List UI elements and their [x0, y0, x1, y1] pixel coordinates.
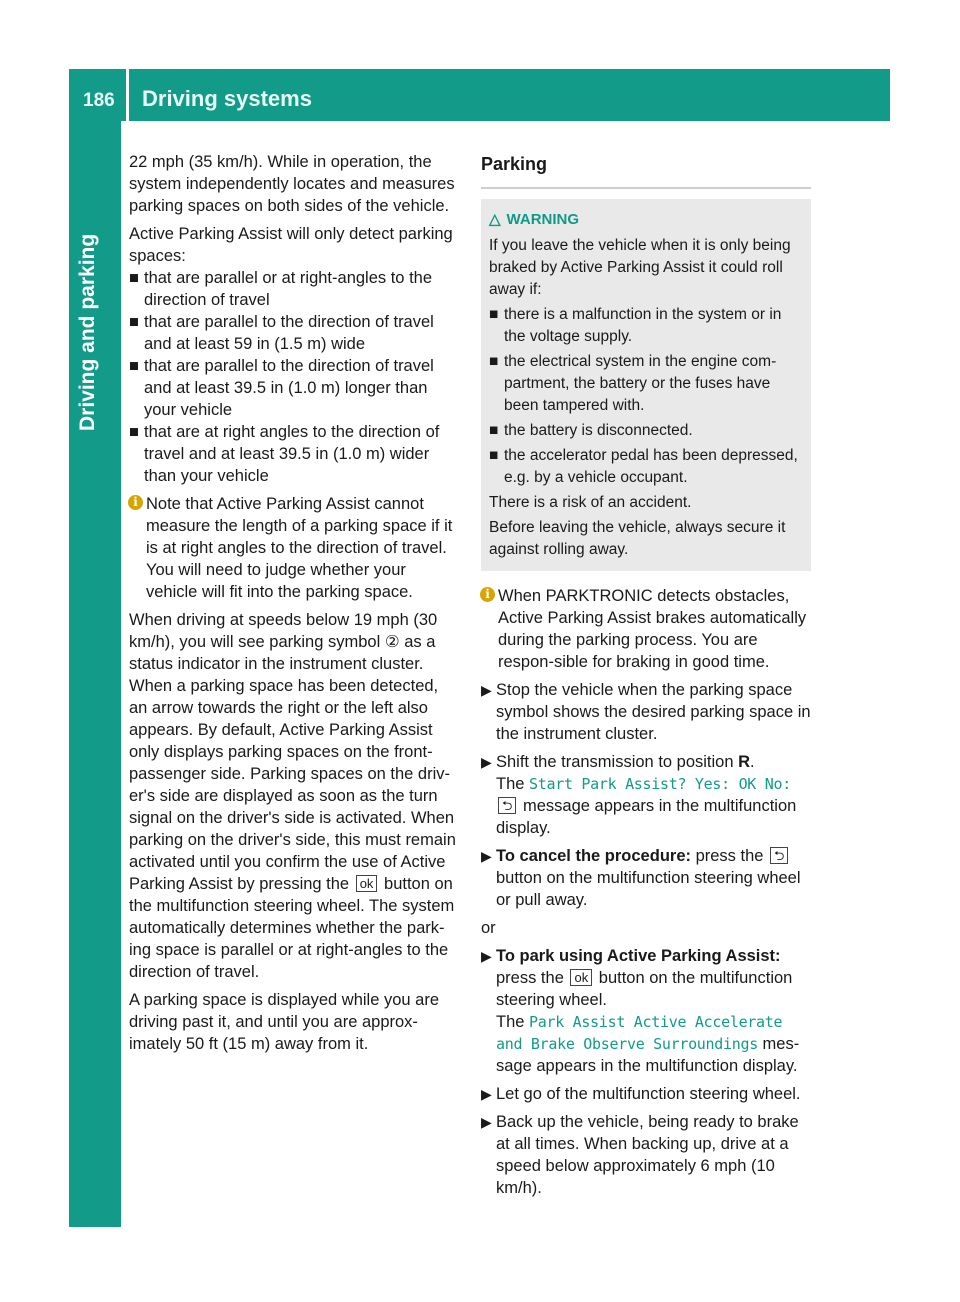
note-text: Note that Active Parking Assist cannot measure the length of a parking space if it is at right angles to the direction of travel. You will need to judge whether your vehicle will fit into the parking space. — [146, 495, 453, 601]
warning-title — [489, 209, 803, 231]
info-note — [481, 585, 811, 673]
warning-intro: If you leave the vehicle when it is only being braked by Active Parking Assist it could roll away if: — [489, 237, 791, 298]
paragraph — [129, 609, 459, 983]
step-text: Shift the transmission to position — [496, 753, 739, 771]
info-icon: i — [480, 587, 495, 602]
page-header — [69, 69, 890, 121]
warning-title-text: WARNING — [506, 211, 580, 228]
step-text: message appears in the multifunction display. — [496, 797, 797, 837]
list-item — [129, 311, 459, 355]
step-text: Back up the vehicle, being ready to brake at all times. When backing up, drive at a speed below approximately 6 mph (10 km/h). — [496, 1113, 799, 1197]
list-item — [129, 421, 459, 487]
list-item-text: the battery is disconnected. — [504, 422, 693, 439]
step-text: button on the multifunction steering wheel or pull away. — [496, 869, 801, 909]
display-message: Park Assist Active Accelerate and Brake Observe Surroundings — [496, 1013, 783, 1053]
list-item — [489, 445, 803, 489]
gear-position: R — [738, 753, 751, 771]
step-label: To cancel the procedure: — [496, 847, 691, 865]
bullet-icon: ■ — [489, 353, 499, 370]
text-run: as a status indicator in the instrument cluster. When a parking space has been detected, an arrow towards the right or the left also appears. By default, Active Parking Assist only displays parking spaces on the front-passenger side. Parking spaces on the driv-er's side are displayed as soon as the turn signal on the driver's side is activated. When parking on the driver's side, this must remain activated until you confirm the use of Active Parking Assist by pressing the — [129, 633, 456, 893]
text-run: button on the multifunction steering wheel. The system automatically determines whether the park-ing space is parallel or at right-angles to the direction of travel. — [129, 875, 455, 981]
section-title: Driving systems — [142, 86, 312, 111]
display-message: Start Park Assist? Yes: OK No: — [529, 775, 791, 793]
list-item — [489, 351, 803, 417]
list-item — [129, 355, 459, 421]
step-text: The — [496, 1013, 530, 1031]
list-item — [489, 304, 803, 348]
list-item-text: there is a malfunction in the system or in the voltage supply. — [504, 306, 782, 345]
bullet-icon: ■ — [489, 422, 499, 439]
back-button-icon: ⮌ — [498, 797, 516, 814]
section-heading: Parking — [481, 151, 811, 189]
list-item — [129, 267, 459, 311]
step-arrow-icon: ▶ — [481, 682, 492, 698]
right-column — [481, 151, 811, 1199]
left-column — [129, 151, 459, 1055]
note-text: When PARKTRONIC detects obstacles, Active Parking Assist brakes automatically during the parking process. You are respon-sible for braking in good time. — [498, 587, 807, 671]
info-note — [129, 493, 459, 603]
step-label: To park using Active Parking Assist: — [496, 947, 781, 965]
bullet-icon: ■ — [129, 313, 139, 331]
header-divider — [126, 69, 129, 121]
bullet-icon: ■ — [489, 306, 499, 323]
instruction-step — [481, 945, 811, 1077]
step-arrow-icon: ▶ — [481, 848, 492, 864]
text-run: When driving at speeds below 19 mph (30 km/h), you will see parking symbol — [129, 611, 438, 651]
instruction-step — [481, 845, 811, 911]
step-text: press the — [496, 969, 569, 987]
list-item-text: that are parallel to the direction of travel and at least 59 in (1.5 m) wide — [144, 313, 434, 353]
instruction-step — [481, 1111, 811, 1199]
ok-key-icon: ok — [570, 969, 592, 986]
list-item-text: that are parallel or at right-angles to the direction of travel — [144, 269, 433, 309]
parking-symbol-marker: ② — [384, 633, 400, 651]
bullet-icon: ■ — [129, 423, 139, 441]
warning-risk: There is a risk of an accident. — [489, 494, 692, 511]
warning-triangle-icon: △ — [489, 211, 501, 228]
list-item — [489, 420, 803, 442]
step-text: press the — [691, 847, 769, 865]
bullet-icon: ■ — [129, 357, 139, 375]
page-number: 186 — [83, 90, 115, 111]
paragraph: Active Parking Assist will only detect parking spaces: — [129, 225, 453, 265]
back-button-icon: ⮌ — [770, 847, 788, 864]
list-item-text: that are at right angles to the direction of travel and at least 39.5 in (1.0 m) wider than your vehicle — [144, 423, 440, 485]
step-text: The — [496, 775, 530, 793]
chapter-label: Driving and parking — [76, 233, 99, 431]
warning-box — [481, 199, 811, 571]
paragraph: or — [481, 919, 496, 937]
step-arrow-icon: ▶ — [481, 1114, 492, 1130]
step-text: mes-sage appears in the multifunction display. — [496, 1035, 800, 1075]
ok-key-icon: ok — [356, 875, 378, 892]
info-icon: i — [128, 495, 143, 510]
instruction-step: ▶ Shift the transmission to position R. The Start Park Assist? Yes: OK No: ⮌ message appears in the multifunction display. — [481, 753, 797, 837]
chapter-sidebar — [69, 121, 121, 1227]
step-arrow-icon: ▶ — [481, 754, 492, 770]
bullet-icon: ■ — [129, 269, 139, 287]
instruction-step — [481, 1083, 811, 1105]
step-text: Stop the vehicle when the parking space symbol shows the desired parking space in the instrument cluster. — [496, 681, 811, 743]
warning-advice: Before leaving the vehicle, always secure it against rolling away. — [489, 519, 786, 558]
paragraph: A parking space is displayed while you are driving past it, and until you are approx-imately 50 ft (15 m) away from it. — [129, 991, 440, 1053]
list-item-text: the electrical system in the engine com-partment, the battery or the fuses have been tampered with. — [504, 353, 777, 414]
list-item-text: the accelerator pedal has been depressed, e.g. by a vehicle occupant. — [504, 447, 798, 486]
paragraph: 22 mph (35 km/h). While in operation, the system independently locates and measures parking spaces on both sides of the vehicle. — [129, 153, 455, 215]
step-arrow-icon: ▶ — [481, 1086, 492, 1102]
instruction-step — [481, 679, 811, 745]
step-arrow-icon: ▶ — [481, 948, 492, 964]
list-item-text: that are parallel to the direction of travel and at least 39.5 in (1.0 m) longer than your vehicle — [144, 357, 434, 419]
step-text: button on the multifunction steering wheel. — [496, 969, 793, 1009]
step-text: Let go of the multifunction steering wheel. — [496, 1085, 801, 1103]
bullet-icon: ■ — [489, 447, 499, 464]
